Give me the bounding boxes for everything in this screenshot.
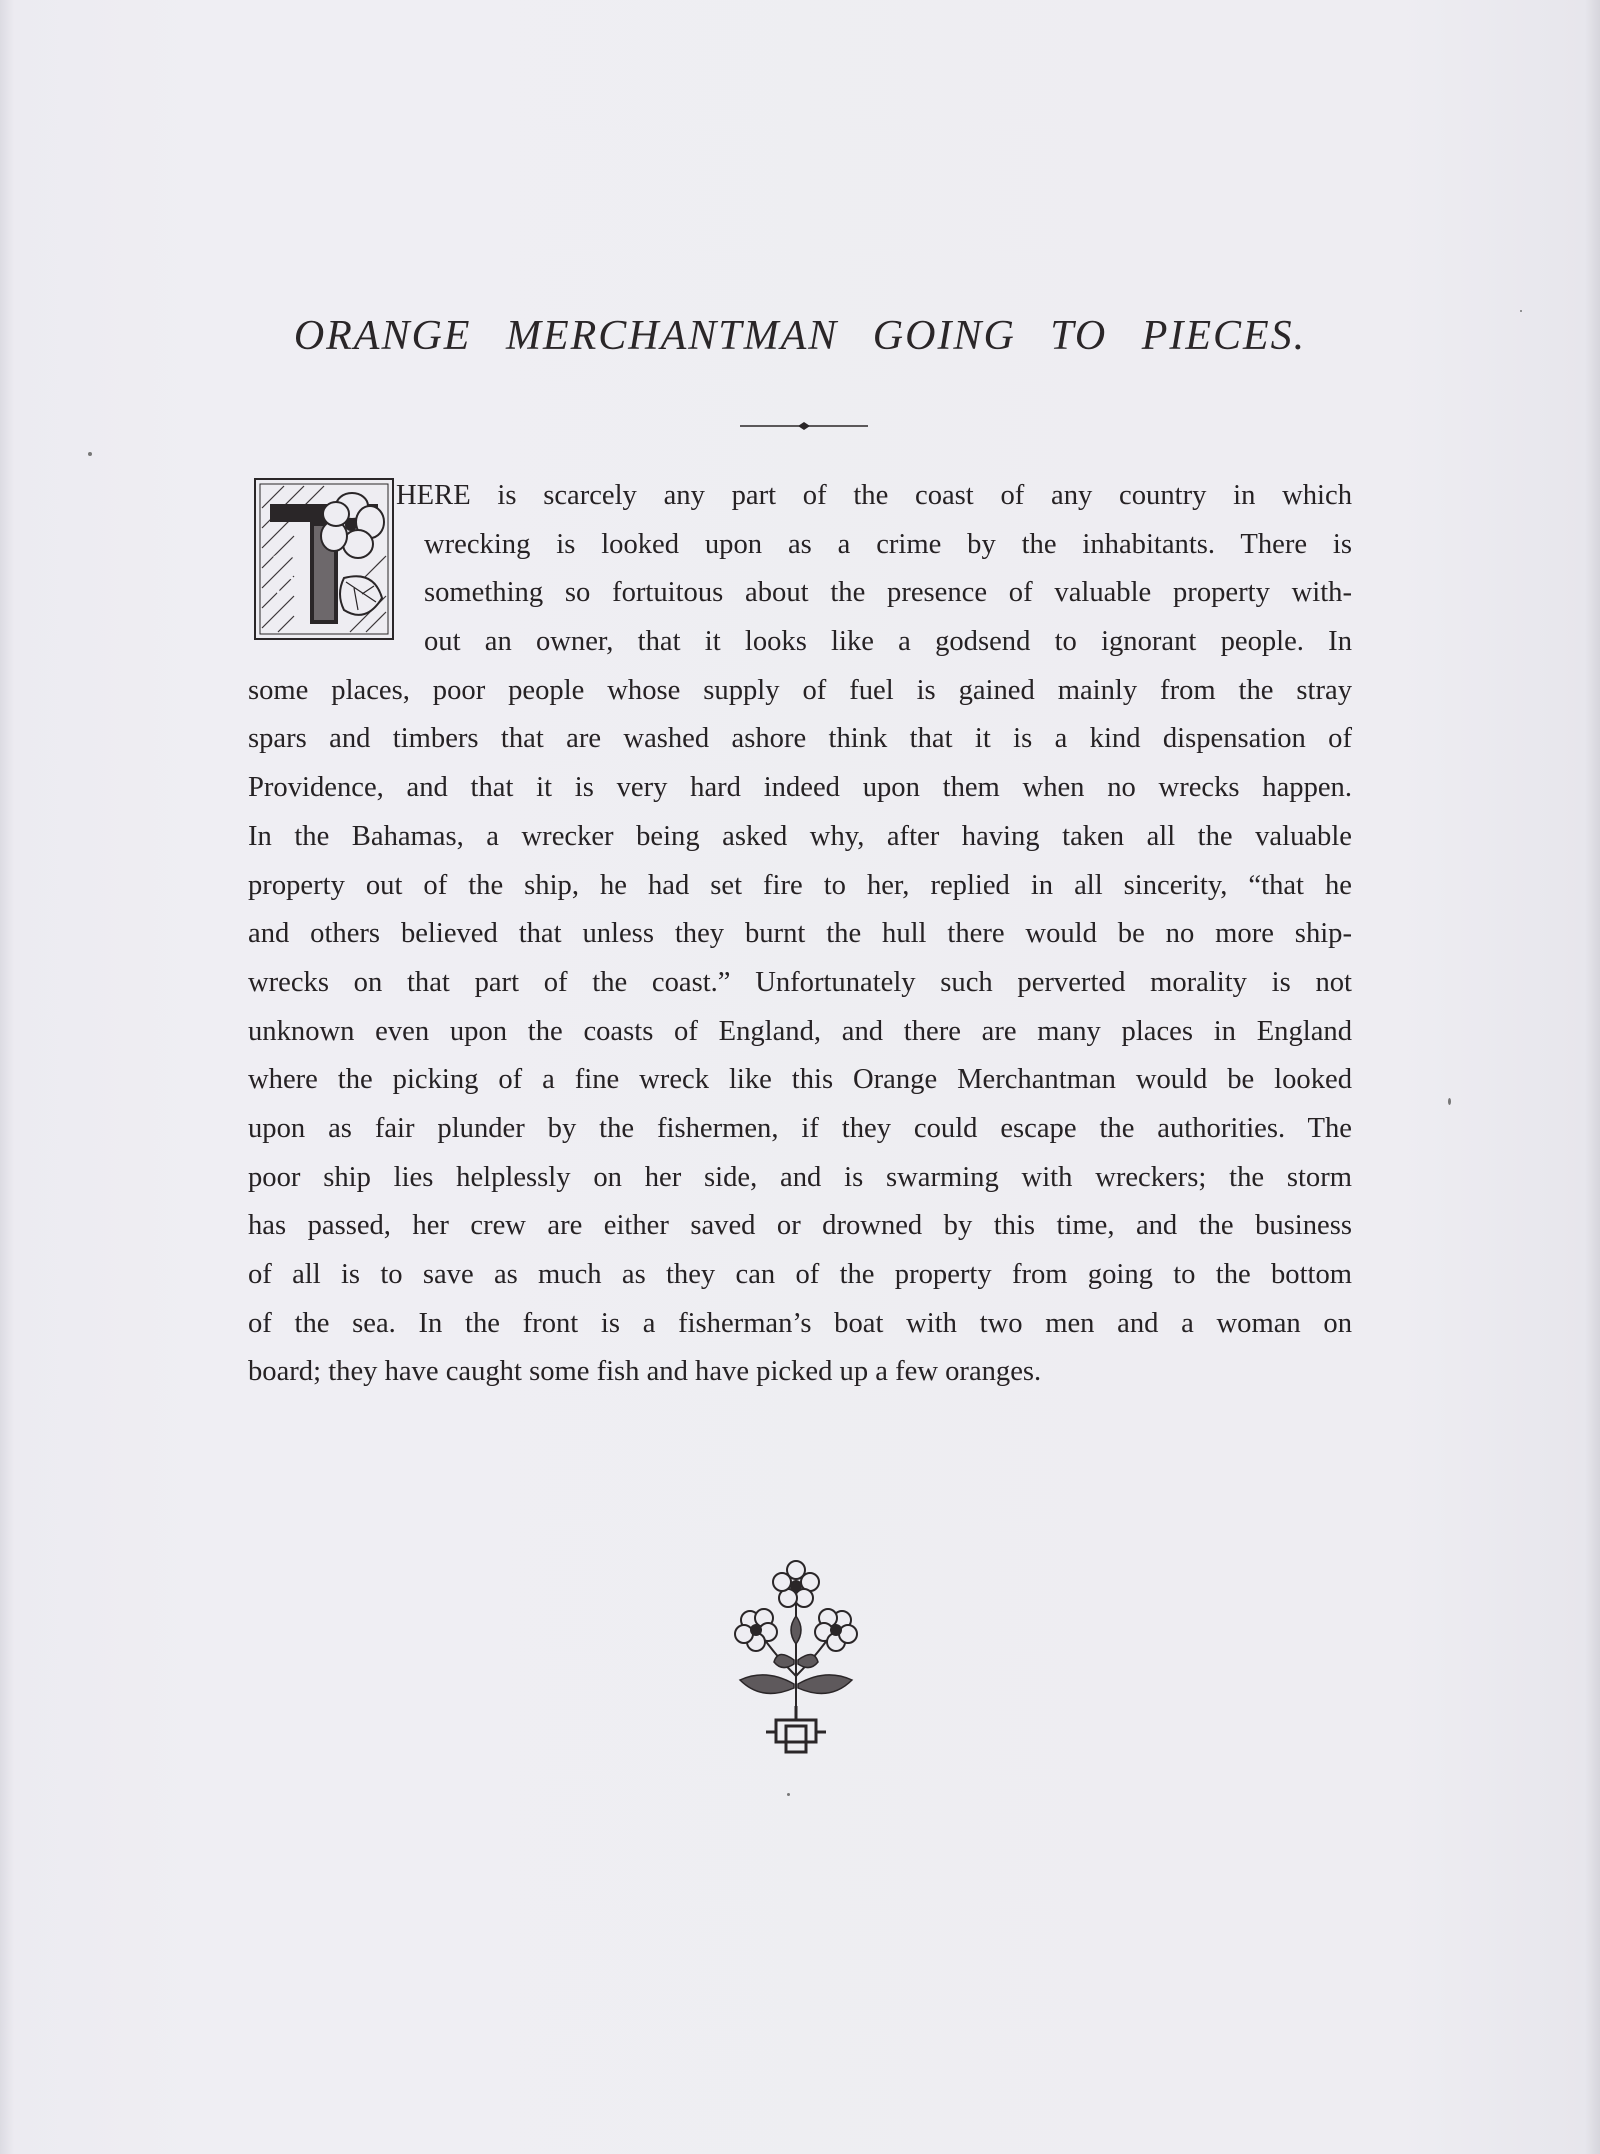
text-line-1: HERE is scarcely any part of the coast of any country in which [396,480,1352,511]
text-line-5: some places, poor people whose supply of fuel is gained mainly from the stray [248,674,1352,706]
paper-speck [1448,1098,1451,1105]
text-line-16: has passed, her crew are either saved or drowned by this time, and the business [248,1210,1352,1242]
text-line-2: wrecking is looked upon as a crime by the inhabitants. There is [424,528,1352,560]
paper-speck [787,1793,790,1796]
text-line-13: where the picking of a fine wreck like this Orange Merchantman would be looked [248,1064,1352,1096]
text-line-7: Providence, and that it is very hard indeed upon them when no wrecks happen. [248,772,1352,804]
title-divider-rule [740,420,868,432]
text-line-3: something so fortuitous about the presence of valuable property with- [424,577,1352,609]
page-title: ORANGE MERCHANTMAN GOING TO PIECES. [293,313,1307,359]
text-line-18: of the sea. In the front is a fisherman’s boat with two men and a woman on [248,1307,1352,1339]
floral-tailpiece-icon [726,1556,866,1762]
text-line-14: upon as fair plunder by the fishermen, if they could escape the authorities. The [248,1112,1352,1144]
text-line-9: property out of the ship, he had set fire to her, replied in all sincerity, “that he [248,869,1352,901]
text-line-4: out an owner, that it looks like a godsend to ignorant people. In [424,626,1352,658]
body-paragraph [248,472,1352,1397]
text-line-10: and others believed that unless they burnt the hull there would be no more ship- [248,918,1352,950]
text-line-19: board; they have caught some fish and have picked up a few oranges. [248,1356,1042,1388]
text-line-11: wrecks on that part of the coast.” Unfortunately such perverted morality is not [248,966,1352,998]
text-line-15: poor ship lies helplessly on her side, and is swarming with wreckers; the storm [248,1161,1352,1193]
text-line-12: unknown even upon the coasts of England, and there are many places in England [248,1015,1352,1047]
paper-speck [88,452,92,456]
paper-speck [1520,310,1522,312]
text-line-6: spars and timbers that are washed ashore think that it is a kind dispensation of [248,723,1352,755]
text-line-8: In the Bahamas, a wrecker being asked why, after having taken all the valuable [248,820,1352,852]
text-line-17: of all is to save as much as they can of the property from going to the bottom [248,1259,1352,1290]
